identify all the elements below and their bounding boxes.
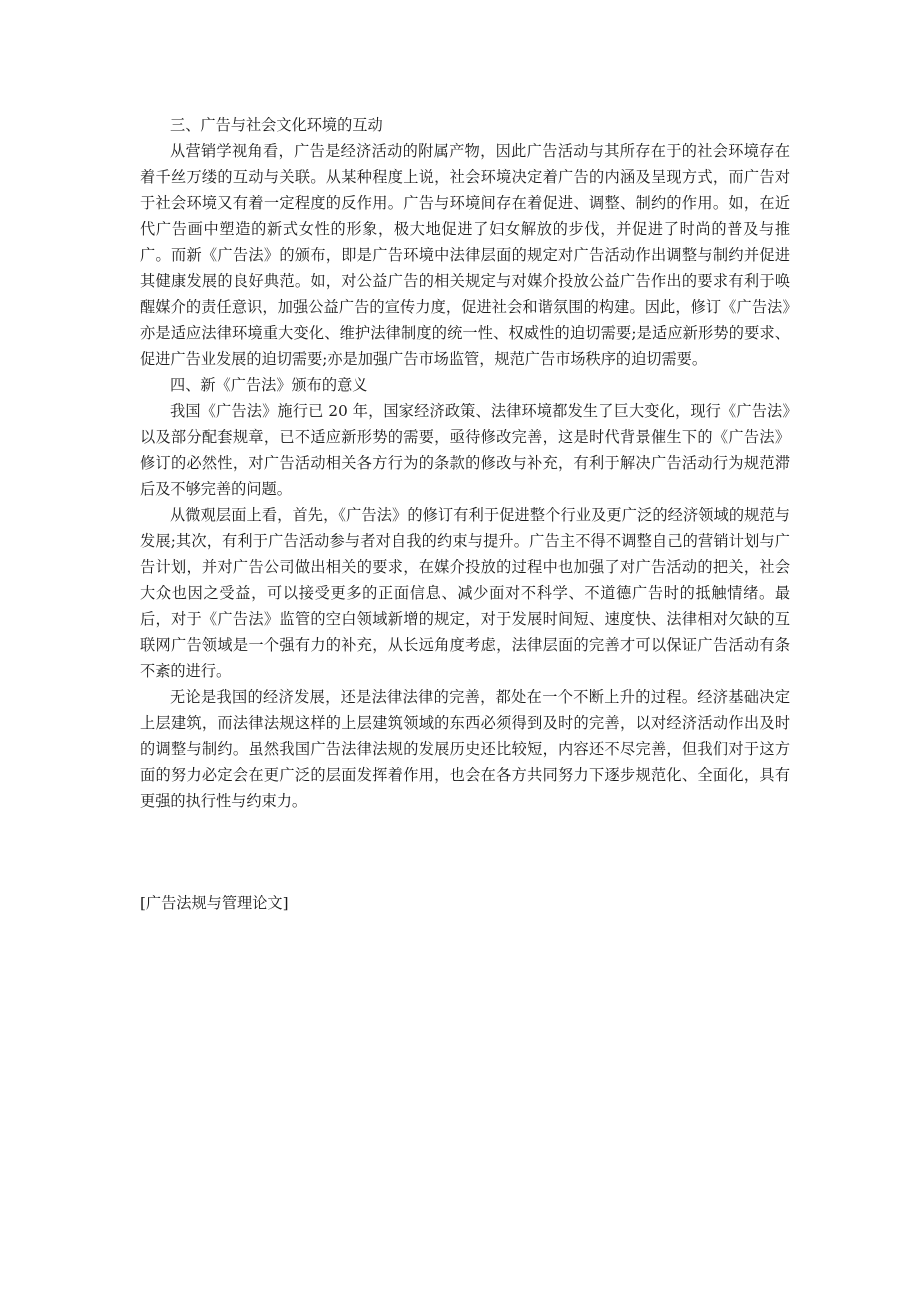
category-tag: [广告法规与管理论文] [140,894,289,912]
paragraph: 我国《广告法》施行已 20 年，国家经济政策、法律环境都发生了巨大变化，现行《广告法》以及部分配套规章，已不适应新形势的需要，亟待修改完善，这是时代背景催生下的《广告法》修订的必然性，对广告活动相关各方行为的条款的修改与补充，有利于解决广告活动行为规范滞后及不够完善的问题。 [140,402,790,498]
section-heading: 三、广告与社会文化环境的互动 [170,116,383,134]
document-body [140,112,790,814]
paragraph: 从微观层面上看，首先，《广告法》的修订有利于促进整个行业及更广泛的经济领域的规范与发展;其次，有利于广告活动参与者对自我的约束与提升。广告主不得不调整自己的营销计划与广告计划，并对广告公司做出相关的要求，在媒介投放的过程中也加强了对广告活动的把关，社会大众也因之受益，可以接受更多的正面信息、减少面对不科学、不道德广告时的抵触情绪。最后，对于《广告法》监管的空白领域新增的规定，对于发展时间短、速度快、法律相对欠缺的互联网广告领域是一个强有力的补充，从长远角度考虑，法律层面的完善才可以保证广告活动有条不紊的进行。 [140,506,790,680]
paragraph: 从营销学视角看，广告是经济活动的附属产物，因此广告活动与其所存在于的社会环境存在着千丝万缕的互动与关联。从某种程度上说，社会环境决定着广告的内涵及呈现方式，而广告对于社会环境又有着一定程度的反作用。广告与环境间存在着促进、调整、制约的作用。如，在近代广告画中塑造的新式女性的形象，极大地促进了妇女解放的步伐，并促进了时尚的普及与推广。而新《广告法》的颁布，即是广告环境中法律层面的规定对广告活动作出调整与制约并促进其健康发展的良好典范。如，对公益广告的相关规定与对媒介投放公益广告作出的要求有利于唤醒媒介的责任意识，加强公益广告的宣传力度，促进社会和谐氛围的构建。因此，修订《广告法》亦是适应法律环境重大变化、维护法律制度的统一性、权威性的迫切需要;是适应新形势的要求、促进广告业发展的迫切需要;亦是加强广告市场监管，规范广告市场秩序的迫切需要。 [140,142,790,368]
section-heading: 四、新《广告法》颁布的意义 [170,376,368,394]
paragraph: 无论是我国的经济发展，还是法律法律的完善，都处在一个不断上升的过程。经济基础决定上层建筑，而法律法规这样的上层建筑领域的东西必须得到及时的完善，以对经济活动作出及时的调整与制约。虽然我国广告法律法规的发展历史还比较短，内容还不尽完善，但我们对于这方面的努力必定会在更广泛的层面发挥着作用，也会在各方共同努力下逐步规范化、全面化，具有更强的执行性与约束力。 [140,688,790,810]
